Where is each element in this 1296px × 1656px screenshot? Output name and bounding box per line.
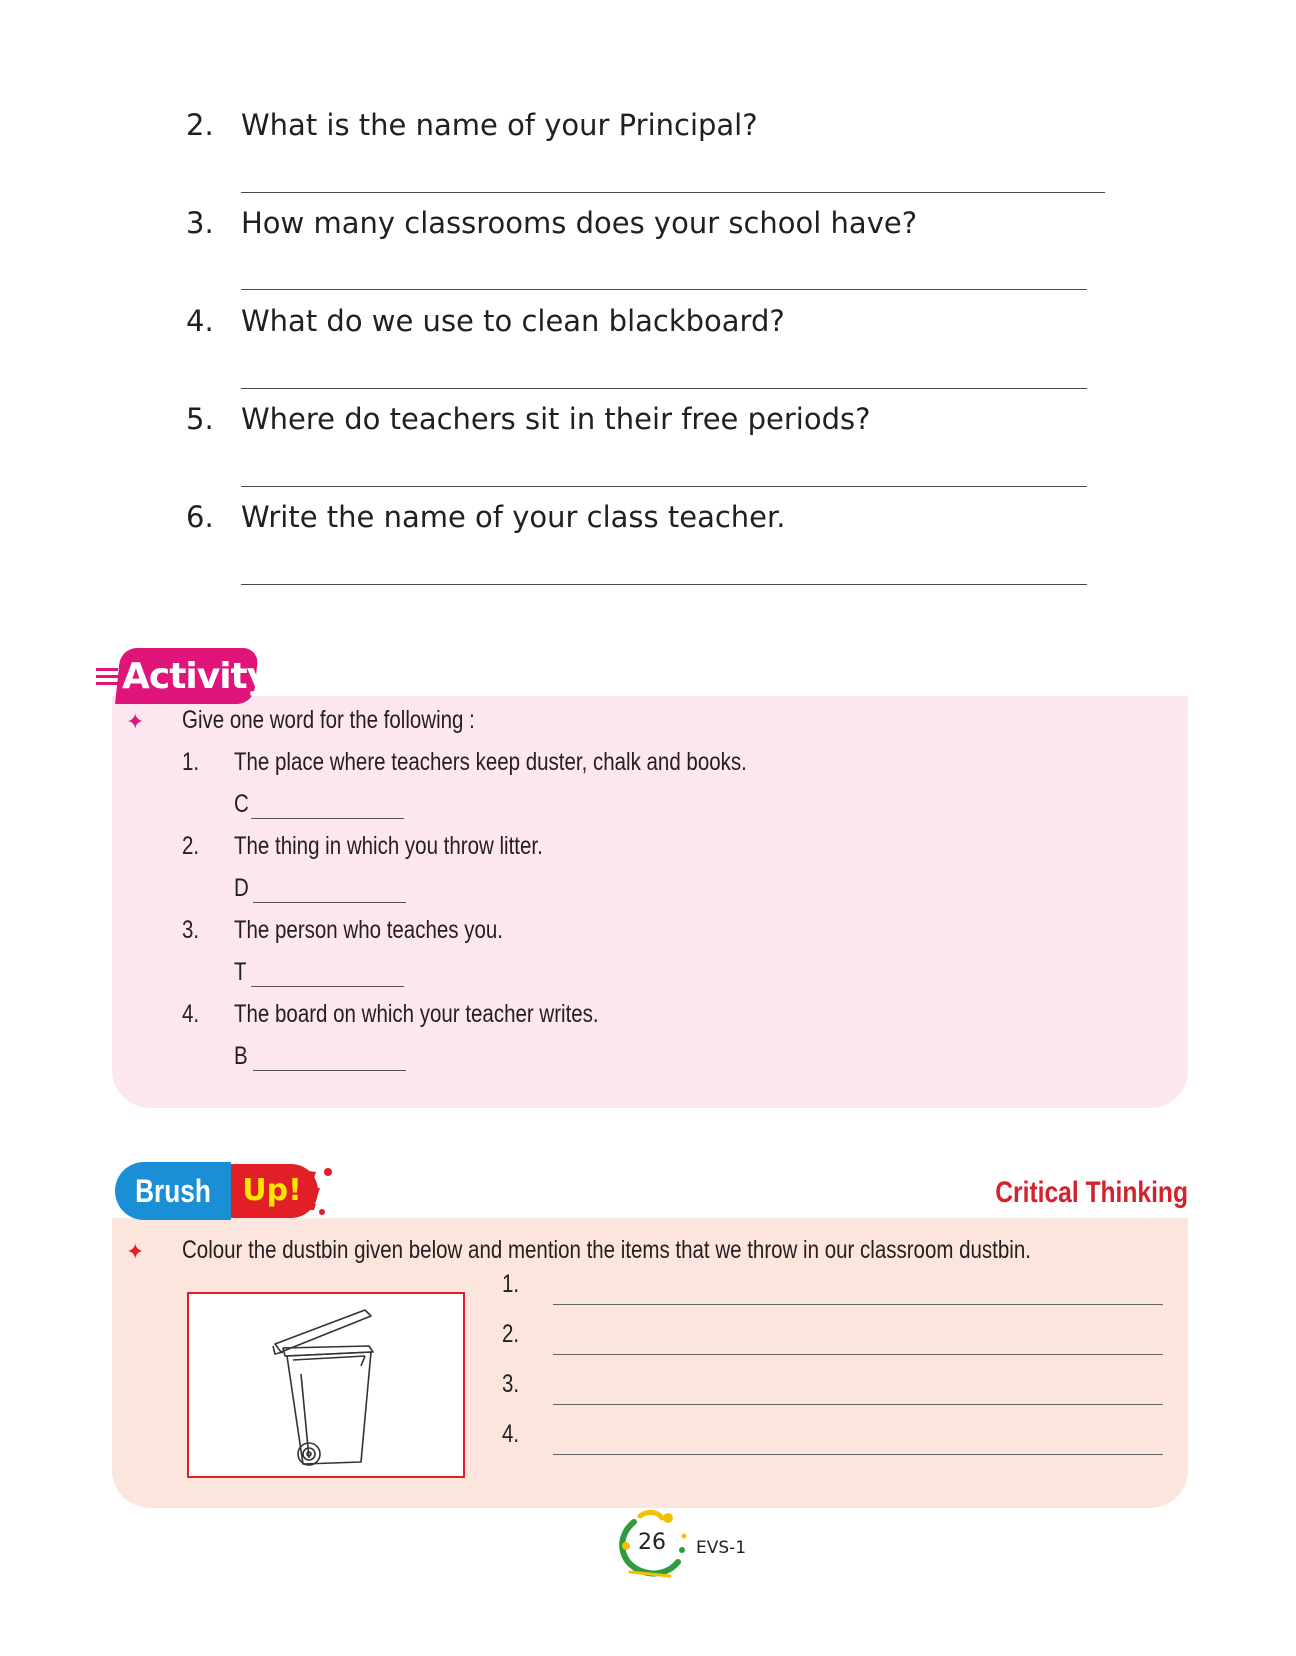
activity-item-text: The thing in which you throw litter. xyxy=(234,832,543,860)
fill-in-line[interactable] xyxy=(251,986,404,987)
book-code: EVS-1 xyxy=(696,1538,747,1558)
dustbin-icon[interactable] xyxy=(189,1294,463,1476)
activity-item-letter: B xyxy=(234,1042,248,1070)
question-number: 6. xyxy=(186,500,214,534)
answer-line[interactable] xyxy=(241,289,1087,290)
activity-instruction: Give one word for the following : xyxy=(182,706,475,734)
star-bullet-icon: ✦ xyxy=(126,1240,145,1265)
up-title: Up! xyxy=(242,1173,302,1208)
answer-line[interactable] xyxy=(241,192,1105,193)
brush-instruction: Colour the dustbin given below and mention the items that we throw in our classroom dustbin. xyxy=(182,1236,1031,1264)
question-text: What do we use to clean blackboard? xyxy=(241,304,785,338)
fill-in-line[interactable] xyxy=(251,818,404,819)
list-number: 2. xyxy=(502,1320,520,1348)
fill-in-line[interactable] xyxy=(253,1070,406,1071)
answer-line[interactable] xyxy=(241,584,1087,585)
question-text: Write the name of your class teacher. xyxy=(241,500,786,534)
activity-item-number: 4. xyxy=(182,1000,200,1028)
list-number: 3. xyxy=(502,1370,520,1398)
answer-line[interactable] xyxy=(241,388,1087,389)
activity-item-text: The place where teachers keep duster, chalk and books. xyxy=(234,748,747,776)
activity-title: Activity xyxy=(122,656,270,697)
question-number: 5. xyxy=(186,402,214,436)
activity-stripes-decoration xyxy=(96,668,118,689)
question-number: 2. xyxy=(186,108,214,142)
list-number: 4. xyxy=(502,1420,520,1448)
question-text: How many classrooms does your school have? xyxy=(241,206,918,240)
list-number: 1. xyxy=(502,1270,520,1298)
question-text: Where do teachers sit in their free periods? xyxy=(241,402,871,436)
star-bullet-icon: ✦ xyxy=(126,710,145,735)
answer-line[interactable] xyxy=(553,1354,1163,1355)
question-text: What is the name of your Principal? xyxy=(241,108,758,142)
question-number: 3. xyxy=(186,206,214,240)
answer-line[interactable] xyxy=(241,486,1087,487)
dustbin-image-frame xyxy=(187,1292,465,1478)
activity-item-number: 2. xyxy=(182,832,200,860)
brush-title: Brush xyxy=(135,1173,211,1209)
activity-item-letter: D xyxy=(234,874,249,902)
activity-item-letter: T xyxy=(234,958,247,986)
activity-item-number: 3. xyxy=(182,916,200,944)
answer-line[interactable] xyxy=(553,1404,1163,1405)
critical-thinking-tag: Critical Thinking xyxy=(995,1176,1188,1209)
fill-in-line[interactable] xyxy=(253,902,406,903)
paint-splash-icon xyxy=(300,1164,336,1220)
activity-item-number: 1. xyxy=(182,748,200,776)
activity-item-letter: C xyxy=(234,790,249,818)
question-number: 4. xyxy=(186,304,214,338)
activity-item-text: The board on which your teacher writes. xyxy=(234,1000,599,1028)
answer-line[interactable] xyxy=(553,1304,1163,1305)
activity-item-text: The person who teaches you. xyxy=(234,916,503,944)
answer-line[interactable] xyxy=(553,1454,1163,1455)
page-number: 26 xyxy=(638,1530,666,1555)
